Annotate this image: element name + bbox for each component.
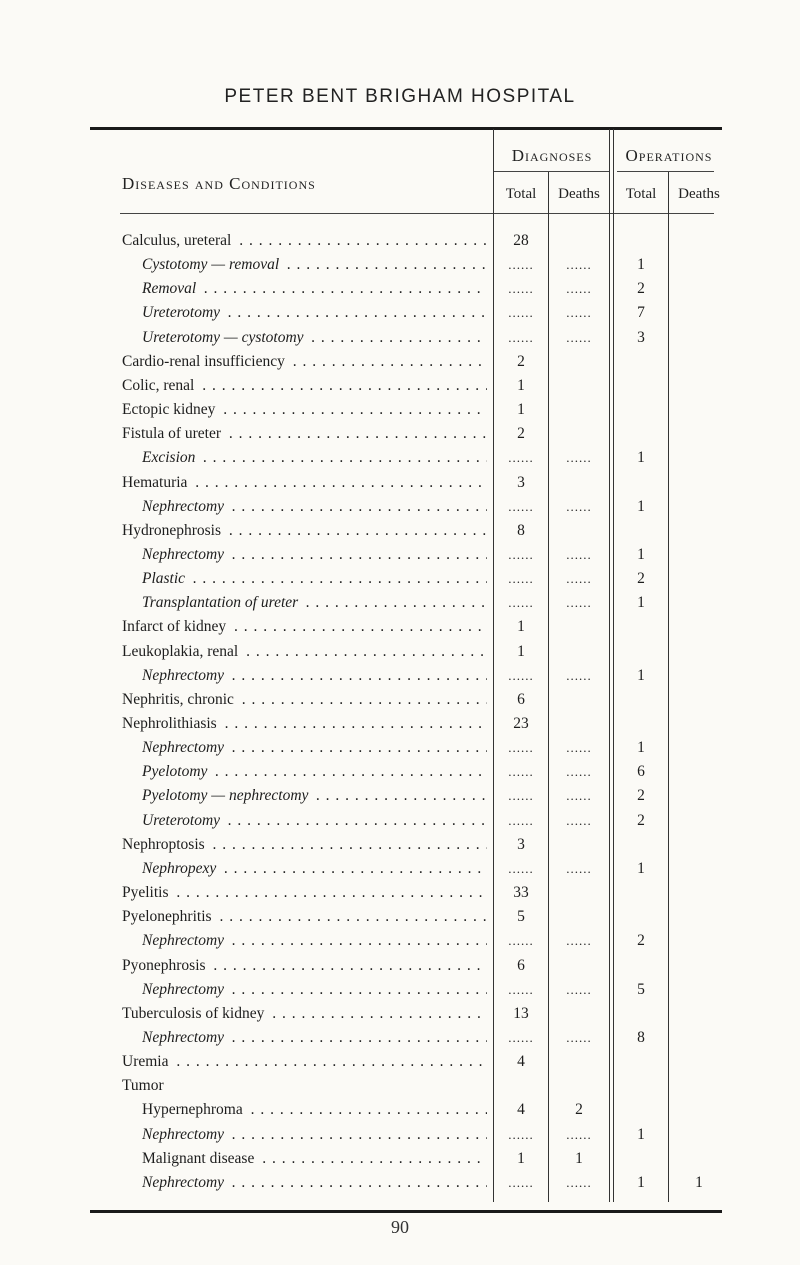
condition-label <box>122 689 487 711</box>
table-row <box>0 955 800 977</box>
header-op-total: Total <box>625 186 657 202</box>
diagnoses-deaths-cell: 1 <box>575 1149 583 1167</box>
diagnoses-deaths-cell: ...... <box>566 257 592 273</box>
table-row <box>0 472 800 494</box>
row-label-text: Nephrectomy <box>142 667 227 684</box>
table-row <box>0 930 800 952</box>
header-rule <box>120 213 714 214</box>
condition-label <box>122 906 487 928</box>
diagnoses-total-cell: 8 <box>517 521 525 539</box>
condition-label <box>122 616 487 638</box>
table-row <box>0 882 800 904</box>
procedure-label <box>142 278 487 300</box>
operations-total-cell: 1 <box>637 739 645 757</box>
row-label-text: Nephrectomy <box>142 1174 227 1191</box>
operations-total-cell: 1 <box>637 666 645 684</box>
condition-label <box>122 1075 487 1097</box>
table-row <box>0 447 800 469</box>
diagnoses-total-cell: 6 <box>517 956 525 974</box>
procedure-label <box>142 327 487 349</box>
diagnoses-total-cell: 2 <box>517 425 525 443</box>
row-label-text: Nephrectomy <box>142 546 227 563</box>
diagnoses-total-cell: ...... <box>508 546 534 562</box>
operations-total-cell: 5 <box>637 980 645 998</box>
table-bottom-rule <box>90 1210 722 1213</box>
diagnoses-total-cell: 1 <box>517 401 525 419</box>
procedure-label <box>142 858 487 880</box>
procedure-label <box>142 810 487 832</box>
diagnoses-total-cell: ...... <box>508 860 534 876</box>
diagnoses-deaths-cell: ...... <box>566 1029 592 1045</box>
diagnoses-total-cell: 13 <box>513 1004 529 1022</box>
diagnoses-total-cell: 1 <box>517 618 525 636</box>
table-row <box>0 544 800 566</box>
operations-total-cell: 2 <box>637 787 645 805</box>
row-label-text: Ureterotomy <box>142 812 223 829</box>
header-diag-deaths: Deaths <box>558 186 600 202</box>
operations-total-cell: 2 <box>637 932 645 950</box>
condition-label <box>122 641 487 663</box>
row-label-text: Pyelotomy <box>142 763 210 780</box>
row-label-text: Nephritis, chronic <box>122 691 237 708</box>
operations-total-cell: 2 <box>637 811 645 829</box>
table-row <box>0 1051 800 1073</box>
table-row <box>0 1148 800 1170</box>
table-row <box>0 423 800 445</box>
condition-label <box>122 520 487 542</box>
diagnoses-total-cell: ...... <box>508 981 534 997</box>
table-row <box>0 496 800 518</box>
operations-total-cell: 1 <box>637 1125 645 1143</box>
row-label-text: Cystotomy — removal <box>142 256 282 273</box>
row-label-text: Ureterotomy <box>142 304 223 321</box>
header-op-deaths: Deaths <box>678 186 720 202</box>
row-label-text: Uremia <box>122 1053 171 1070</box>
header-diag-total: Total <box>505 186 537 202</box>
procedure-label <box>142 544 487 566</box>
row-label-text: Leukoplakia, renal <box>122 643 241 660</box>
table-row <box>0 520 800 542</box>
diagnoses-group-rule <box>494 171 610 172</box>
condition-label <box>122 882 487 904</box>
row-label-text: Nephrectomy <box>142 1029 227 1046</box>
table-row <box>0 858 800 880</box>
diagnoses-total-cell: ...... <box>508 281 534 297</box>
diagnoses-total-cell: 28 <box>513 232 529 249</box>
operations-total-cell: 6 <box>637 763 645 781</box>
table-row <box>0 906 800 928</box>
procedure-label <box>142 665 487 687</box>
diagnoses-total-cell: 4 <box>517 1053 525 1071</box>
procedure-label <box>142 592 487 614</box>
diagnoses-deaths-cell: ...... <box>566 281 592 297</box>
header-diseases: Diseases and Conditions <box>122 174 316 193</box>
diagnoses-total-cell: ...... <box>508 667 534 683</box>
table-row <box>0 979 800 1001</box>
table-row <box>0 785 800 807</box>
operations-total-cell: 1 <box>637 859 645 877</box>
table-row <box>0 375 800 397</box>
table-row <box>0 351 800 373</box>
diagnoses-total-cell: ...... <box>508 1174 534 1190</box>
diagnoses-deaths-cell: ...... <box>566 933 592 949</box>
diagnoses-total-cell: ...... <box>508 450 534 466</box>
row-label-text: Tumor <box>122 1077 167 1094</box>
row-label-text: Malignant disease <box>142 1150 257 1167</box>
row-label-text: Nephrectomy <box>142 981 227 998</box>
row-label-text: Cardio-renal insufficiency <box>122 353 288 370</box>
operations-total-cell: 7 <box>637 304 645 322</box>
operations-total-cell: 1 <box>637 256 645 274</box>
procedure-label <box>142 447 487 469</box>
diagnoses-deaths-cell: ...... <box>566 1174 592 1190</box>
operations-total-cell: 8 <box>637 1028 645 1046</box>
diagnoses-deaths-cell: ...... <box>566 546 592 562</box>
row-label-text: Hydronephrosis <box>122 522 224 539</box>
row-label-text: Hypernephroma <box>142 1101 246 1118</box>
procedure-label <box>142 568 487 590</box>
table-row <box>0 616 800 638</box>
operations-total-cell: 2 <box>637 570 645 588</box>
diagnoses-deaths-cell: ...... <box>566 450 592 466</box>
diagnoses-total-cell: ...... <box>508 764 534 780</box>
row-label-text: Pyelotomy — nephrectomy <box>142 787 311 804</box>
condition-label <box>122 375 487 397</box>
diagnoses-deaths-cell: 2 <box>575 1101 583 1119</box>
table-row <box>0 641 800 663</box>
diagnoses-total-cell: ...... <box>508 329 534 345</box>
operations-total-cell: 2 <box>637 280 645 298</box>
row-label-text: Pyelitis <box>122 884 172 901</box>
operations-group-rule <box>617 171 714 172</box>
row-label-text: Hematuria <box>122 474 190 491</box>
procedure-label <box>142 930 487 952</box>
diagnoses-total-cell: ...... <box>508 812 534 828</box>
diagnoses-total-cell: ...... <box>508 305 534 321</box>
procedure-label <box>142 737 487 759</box>
diagnoses-total-cell: 2 <box>517 352 525 370</box>
table-row <box>0 1027 800 1049</box>
operations-total-cell: 1 <box>637 545 645 563</box>
diagnoses-total-cell: 6 <box>517 690 525 708</box>
table-row <box>0 665 800 687</box>
row-label-text: Nephrectomy <box>142 739 227 756</box>
table-row <box>0 278 800 300</box>
table-row <box>0 737 800 759</box>
row-label-text: Nephrectomy <box>142 498 227 515</box>
diagnoses-deaths-cell: ...... <box>566 812 592 828</box>
row-label-text: Colic, renal <box>122 377 197 394</box>
condition-label <box>122 230 487 252</box>
table-row <box>0 568 800 590</box>
row-label-text: Ureterotomy — cystotomy <box>142 329 307 346</box>
running-head: PETER BENT BRIGHAM HOSPITAL <box>224 86 576 107</box>
row-label-text: Fistula of ureter <box>122 425 224 442</box>
diagnoses-total-cell: ...... <box>508 498 534 514</box>
condition-label <box>122 423 487 445</box>
procedure-label <box>142 1124 487 1146</box>
table-row <box>0 1075 800 1097</box>
header-diagnoses: Diagnoses <box>511 146 593 165</box>
table-row <box>0 689 800 711</box>
diagnoses-deaths-cell: ...... <box>566 571 592 587</box>
procedure-label <box>142 761 487 783</box>
diagnoses-total-cell: 4 <box>517 1101 525 1119</box>
diagnoses-deaths-cell: ...... <box>566 764 592 780</box>
diagnoses-total-cell: 1 <box>517 642 525 660</box>
operations-total-cell: 1 <box>637 1173 645 1191</box>
condition-label <box>122 955 487 977</box>
row-label-text: Infarct of kidney <box>122 618 229 635</box>
diagnoses-total-cell: 23 <box>513 715 529 732</box>
table-row <box>0 592 800 614</box>
diagnoses-deaths-cell: ...... <box>566 1126 592 1142</box>
condition-label <box>142 1148 487 1170</box>
condition-label <box>122 399 487 421</box>
table-row <box>0 327 800 349</box>
table-row <box>0 1003 800 1025</box>
condition-label <box>122 1003 487 1025</box>
table-row <box>0 1124 800 1146</box>
diagnoses-deaths-cell: ...... <box>566 981 592 997</box>
table-row <box>0 302 800 324</box>
table-top-rule <box>90 127 722 130</box>
table-row <box>0 399 800 421</box>
procedure-label <box>142 979 487 1001</box>
row-label-text: Transplantation of ureter <box>142 594 301 611</box>
diagnoses-total-cell: 3 <box>517 835 525 853</box>
diagnoses-deaths-cell: ...... <box>566 788 592 804</box>
row-label-text: Nephropexy <box>142 860 219 877</box>
row-label-text: Ectopic kidney <box>122 401 218 418</box>
row-label-text: Nephrectomy <box>142 932 227 949</box>
table-row <box>0 1099 800 1121</box>
procedure-label <box>142 1027 487 1049</box>
row-label-text: Nephrectomy <box>142 1126 227 1143</box>
row-label-text: Pyelonephritis <box>122 908 215 925</box>
procedure-label <box>142 1172 487 1194</box>
table-row <box>0 1172 800 1194</box>
condition-label <box>122 834 487 856</box>
row-label-text: Excision <box>142 449 198 466</box>
table-row <box>0 810 800 832</box>
page-number: 90 <box>391 1217 409 1237</box>
condition-label <box>122 472 487 494</box>
operations-deaths-cell: 1 <box>695 1173 703 1191</box>
diagnoses-total-cell: ...... <box>508 571 534 587</box>
procedure-label <box>142 496 487 518</box>
row-label-text: Nephroptosis <box>122 836 208 853</box>
condition-label <box>122 1051 487 1073</box>
row-label-text: Calculus, ureteral <box>122 232 234 249</box>
diagnoses-total-cell: ...... <box>508 595 534 611</box>
table-row <box>0 713 800 735</box>
operations-total-cell: 3 <box>637 328 645 346</box>
condition-label <box>142 1099 487 1121</box>
diagnoses-total-cell: 5 <box>517 908 525 926</box>
row-label-text: Tuberculosis of kidney <box>122 1005 267 1022</box>
condition-label <box>122 351 487 373</box>
diagnoses-deaths-cell: ...... <box>566 305 592 321</box>
row-label-text: Nephrolithiasis <box>122 715 220 732</box>
diagnoses-total-cell: ...... <box>508 933 534 949</box>
diagnoses-deaths-cell: ...... <box>566 740 592 756</box>
table-row <box>0 254 800 276</box>
diagnoses-total-cell: ...... <box>508 1029 534 1045</box>
diagnoses-total-cell: 1 <box>517 376 525 394</box>
diagnoses-deaths-cell: ...... <box>566 329 592 345</box>
diagnoses-total-cell: ...... <box>508 788 534 804</box>
procedure-label <box>142 785 487 807</box>
row-label-text: Pyonephrosis <box>122 957 209 974</box>
row-label-text: Removal <box>142 280 199 297</box>
procedure-label <box>142 254 487 276</box>
diagnoses-total-cell: ...... <box>508 1126 534 1142</box>
operations-total-cell: 1 <box>637 449 645 467</box>
table-row <box>0 230 800 252</box>
diagnoses-deaths-cell: ...... <box>566 667 592 683</box>
diagnoses-total-cell: ...... <box>508 740 534 756</box>
diagnoses-total-cell: 33 <box>513 884 529 902</box>
table-row <box>0 834 800 856</box>
operations-total-cell: 1 <box>637 497 645 515</box>
row-label-text: Plastic <box>142 570 188 587</box>
condition-label <box>122 713 487 735</box>
procedure-label <box>142 302 487 324</box>
operations-total-cell: 1 <box>637 594 645 612</box>
diagnoses-total-cell: 1 <box>517 1149 525 1167</box>
diagnoses-deaths-cell: ...... <box>566 595 592 611</box>
diagnoses-total-cell: ...... <box>508 257 534 273</box>
diagnoses-deaths-cell: ...... <box>566 498 592 514</box>
header-operations: Operations <box>625 146 713 165</box>
table-row <box>0 761 800 783</box>
diagnoses-total-cell: 3 <box>517 473 525 491</box>
diagnoses-deaths-cell: ...... <box>566 860 592 876</box>
